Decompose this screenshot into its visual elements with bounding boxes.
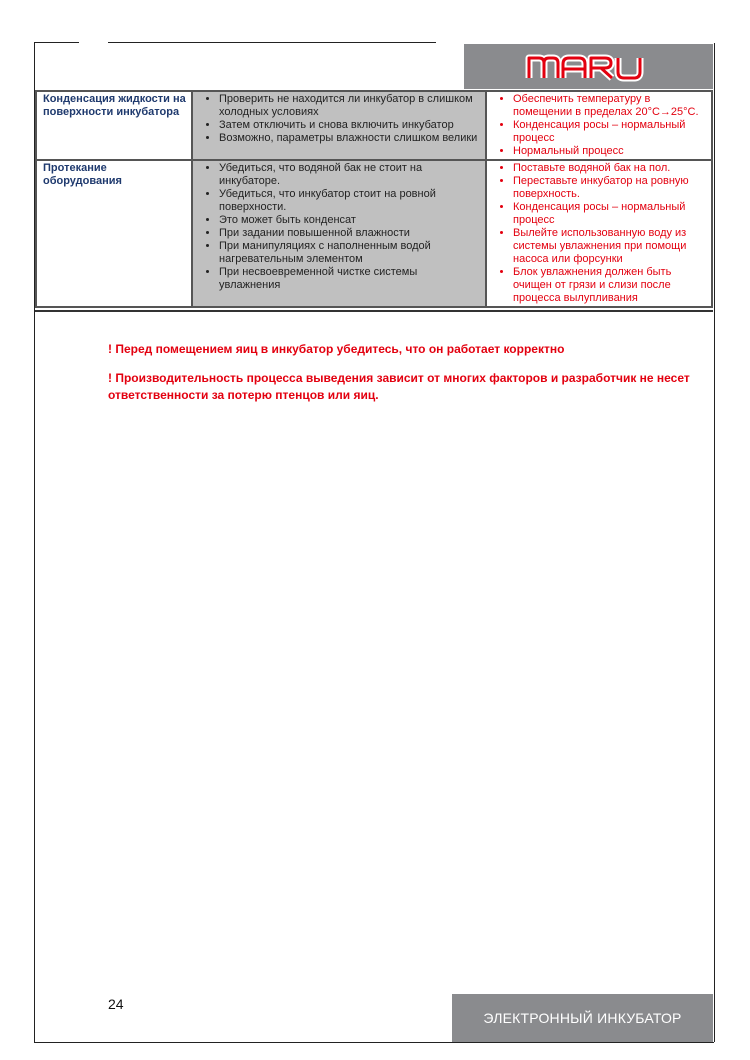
- cause-cell: [192, 160, 486, 307]
- list-item: • При манипуляциях с наполненным водой нагревательным элементом: [219, 240, 481, 266]
- list-item: • Возможно, параметры влажности слишком велики: [219, 132, 481, 145]
- cause-cell: [192, 91, 486, 160]
- list-item: • Это может быть конденсат: [219, 214, 481, 227]
- list-item: • Вылейте использованную воду из системы увлажнения при помощи насоса или форсунки: [513, 227, 707, 266]
- footer-banner: [452, 994, 713, 1042]
- solution-cell: [486, 160, 712, 307]
- list-item: • Нормальный процесс: [513, 145, 707, 158]
- list-item: • Затем отключить и снова включить инкубатор: [219, 119, 481, 132]
- list-item: • Конденсация росы – нормальный процесс: [513, 119, 707, 145]
- cause-list: [197, 93, 481, 145]
- solution-list: [491, 162, 707, 305]
- troubleshooting-table: [35, 90, 713, 308]
- list-item: • При несвоевременной чистке системы увлажнения: [219, 266, 481, 292]
- list-item: • Конденсация росы – нормальный процесс: [513, 201, 707, 227]
- list-item: • Блок увлажнения должен быть очищен от грязи и слизи после процесса вылупливания: [513, 266, 707, 305]
- list-item: • При задании повышенной влажности: [219, 227, 481, 240]
- page-number: 24: [108, 996, 124, 1012]
- warning-text: ! Производительность процесса выведения зависит от многих факторов и разработчик не несет ответственности за потерю птенцов или яиц.: [108, 371, 690, 402]
- brand-logo: [464, 44, 713, 89]
- cause-list: [197, 162, 481, 292]
- list-item: • Убедиться, что водяной бак не стоит на инкубаторе.: [219, 162, 481, 188]
- table-row: [36, 91, 712, 160]
- solution-cell: [486, 91, 712, 160]
- table-bottom-rule: [35, 310, 713, 312]
- footer-title: ЭЛЕКТРОННЫЙ ИНКУБАТОР: [483, 1010, 682, 1026]
- list-item: • Поставьте водяной бак на пол.: [513, 162, 707, 175]
- maru-logo-icon: [525, 52, 653, 82]
- bottom-rule: [34, 1042, 714, 1043]
- table-row: [36, 160, 712, 307]
- list-item: • Обеспечить температуру в помещении в пределах 20°C→25°C.: [513, 93, 707, 119]
- list-item: • Проверить не находится ли инкубатор в слишком холодных условиях: [219, 93, 481, 119]
- list-item: • Убедиться, что инкубатор стоит на ровной поверхности.: [219, 188, 481, 214]
- problem-cell: Конденсация жидкости на поверхности инкубатора: [36, 91, 192, 160]
- solution-list: [491, 93, 707, 158]
- problem-cell: Протекание оборудования: [36, 160, 192, 307]
- list-item: • Переставьте инкубатор на ровную поверхность.: [513, 175, 707, 201]
- warning-text: ! Перед помещением яиц в инкубатор убедитесь, что он работает корректно: [108, 342, 565, 356]
